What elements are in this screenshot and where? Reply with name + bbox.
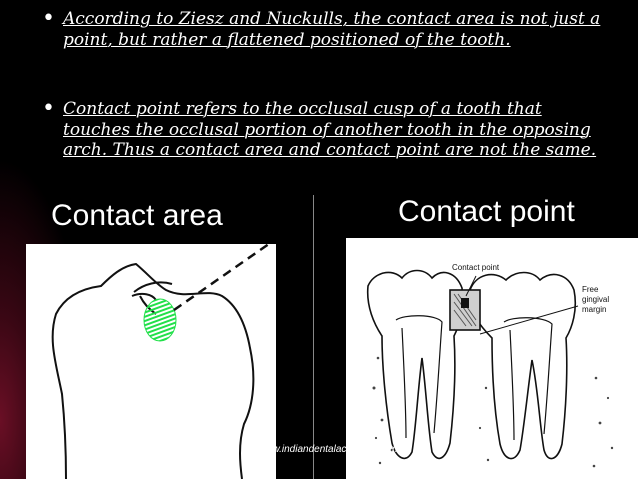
label-gingival: gingival	[582, 295, 610, 304]
bullet-marker-2: •	[42, 96, 55, 121]
right-molar	[469, 273, 575, 459]
bullet-2-emphasis: Contact point refers to the occlusal cusp of a tooth that touches the occlusal portion of another tooth in the opposing arch. Thus a contact area and contact point are not the same.	[63, 99, 597, 160]
label-margin: margin	[582, 305, 607, 314]
heading-contact-point: Contact point	[398, 195, 575, 228]
label-free: Free	[582, 285, 599, 294]
contact-point-marker	[461, 298, 469, 308]
bullet-text-2	[63, 99, 603, 161]
label-contact-point: Contact point	[452, 263, 500, 272]
dashed-pointer	[174, 244, 276, 310]
molar-diagram-svg	[346, 238, 638, 479]
watermark-text: www.indiandentalacademy.com	[258, 444, 398, 455]
left-molar	[368, 271, 463, 459]
divider-line	[313, 195, 314, 479]
contact-point-figure	[346, 238, 638, 479]
bullet-text-1	[63, 9, 603, 50]
tooth-drawing-svg	[26, 244, 276, 479]
heading-contact-area: Contact area	[51, 199, 223, 232]
fissure-line-2	[132, 294, 156, 300]
bullet-1-emphasis: the contact area is not just a point, but rather a flattened positioned of the tooth.	[63, 9, 601, 50]
contact-area-highlight	[144, 299, 176, 341]
bullet-1-intro: According to Ziesz and Nuckulls,	[63, 9, 354, 29]
bullet-marker-1: •	[42, 6, 55, 31]
contact-area-figure	[26, 244, 276, 479]
